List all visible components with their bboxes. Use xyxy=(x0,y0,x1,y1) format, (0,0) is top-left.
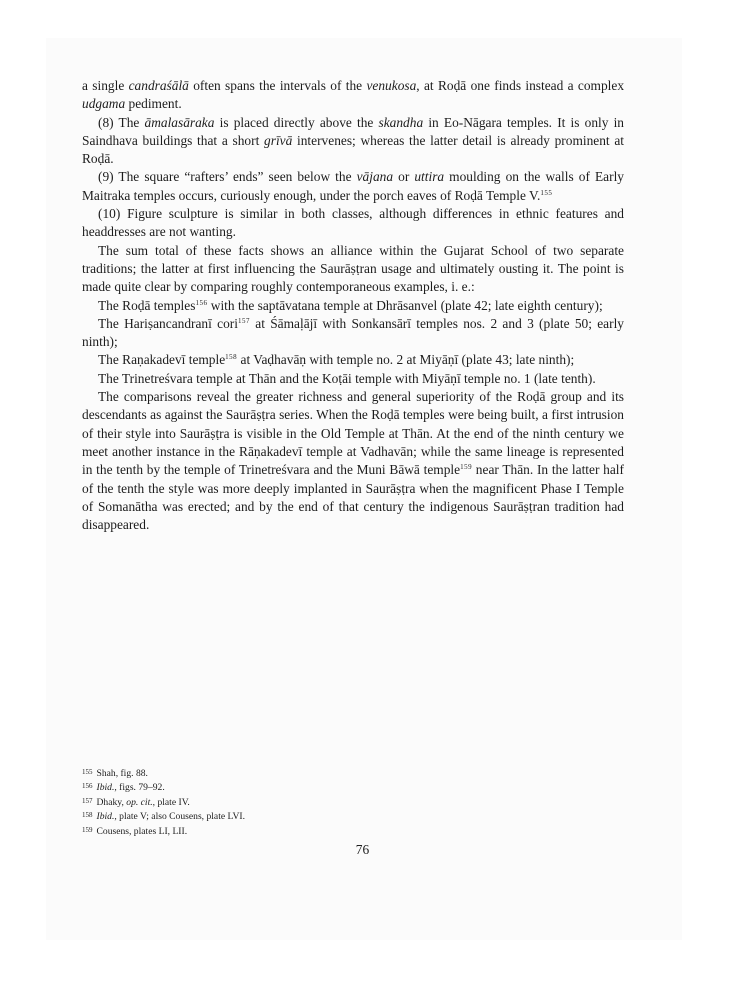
text-run: a single xyxy=(82,78,129,93)
footnote-number: 158 xyxy=(82,811,93,820)
italic-term: udgama xyxy=(82,96,126,112)
footnote-number: 156 xyxy=(82,782,93,791)
text-run: is placed directly above the xyxy=(214,114,379,130)
footnote-text: Dhaky, xyxy=(96,796,127,808)
italic-term: vājana xyxy=(356,169,394,185)
page-number: 76 xyxy=(355,842,370,857)
footnote-ref[interactable]: 156 xyxy=(195,298,208,307)
text-run: , at Roḍā one finds instead a complex xyxy=(416,78,625,93)
paragraph-continued xyxy=(82,77,624,114)
text-run: The Hariṣancandranī cori xyxy=(98,315,238,331)
paragraph-point-8 xyxy=(82,114,624,169)
text-run: The comparisons reveal the greater richness and general superiority of the Roḍā group and its descendants as against the Saurāṣṭra series. When the Roḍā temples were being built, a first intrusion of their style into Saurāṣṭra is visible in the Old Temple at Thān. At the end of the ninth century we meet another instance in the Rāṇakadevī temple at Vadhavān; while the same lineage is represented in the tenth by the temple of Trinetreśvara and the Muni Bāwā temple xyxy=(82,389,624,478)
footnote-number: 159 xyxy=(82,825,93,834)
text-run: near Thān. In the latter half of the tenth the style was more deeply implanted in Saurāṣṭra when the magnificent Phase I Temple of Somanātha was erected; and by the end of that century the indigenous Saurāṣṭran tradition had disappeared. xyxy=(82,462,624,533)
text-run: with the saptāvatana temple at Dhrāsanvel (plate 42; late eighth century); xyxy=(207,297,603,313)
comparison-item-2 xyxy=(82,315,624,352)
footnote-italic: op. cit. xyxy=(126,796,153,808)
footnote-155 xyxy=(82,766,482,780)
text-run: moulding on the walls of Early Maitraka temples occurs, curiously enough, under the porch eaves of Roḍā Temple V. xyxy=(82,169,624,203)
comparison-item-3 xyxy=(82,351,624,369)
text-run: (9) The square “rafters’ ends” seen below the xyxy=(98,169,357,185)
text-run: at Śāmaḷājī with Sonkansārī temples nos. 2 and 3 (plate 50; early ninth); xyxy=(82,315,624,350)
footnote-italic: Ibid. xyxy=(96,782,115,794)
footnote-ref[interactable]: 158 xyxy=(225,353,238,362)
text-run: The Raṇakadevī temple xyxy=(98,352,226,368)
footnote-158 xyxy=(82,809,482,823)
italic-term: uttira xyxy=(414,169,445,185)
text-run: at Vaḍhavāṇ with temple no. 2 at Miyāṇī (plate 43; late ninth); xyxy=(237,352,575,368)
text-run: pediment. xyxy=(125,96,182,112)
text-run: often spans the intervals of the xyxy=(188,78,367,93)
paragraph-summary: The sum total of these facts shows an alliance within the Gujarat School of two separate traditions; the latter at first influencing the Saurāṣṭran usage and ultimately ousting it. The point is made quite clear by comparing roughly contemporaneous examples, i. e.: xyxy=(82,242,624,295)
paragraph-conclusion xyxy=(82,388,624,534)
footnote-156 xyxy=(82,780,482,794)
paragraph-point-10: (10) Figure sculpture is similar in both classes, although differences in ethnic features and headdresses are not wanting. xyxy=(82,206,624,240)
italic-term: candraśālā xyxy=(128,78,189,93)
text-run: or xyxy=(393,169,415,185)
footnote-number: 155 xyxy=(82,768,93,776)
footnote-ref[interactable]: 159 xyxy=(460,463,473,472)
italic-term: skandha xyxy=(378,114,424,130)
paragraph-point-9 xyxy=(82,168,624,205)
text-run: (8) The xyxy=(98,114,145,130)
comparison-item-4: The Trinetreśvara temple at Thān and the Koṭāi temple with Miyāṇī temple no. 1 (late tenth). xyxy=(98,370,596,386)
footnote-text: Cousens, plates LI, LII. xyxy=(96,825,188,837)
footnote-text: , plate V; also Cousens, plate LVI. xyxy=(114,811,246,823)
footnote-ref[interactable]: 157 xyxy=(237,316,250,325)
footnote-text: , figs. 79–92. xyxy=(114,782,165,794)
text-run: intervenes; whereas the latter detail is already prominent at Roḍā. xyxy=(82,132,625,167)
italic-term: grīvā xyxy=(264,132,293,148)
footnotes xyxy=(82,766,482,838)
footnote-number: 157 xyxy=(82,796,93,805)
footnote-italic: Ibid. xyxy=(96,811,115,823)
text-run: in Eo-Nāgara temples. It is only in Saindhava buildings that a short xyxy=(82,114,624,148)
text-run: The Roḍā temples xyxy=(98,297,196,313)
footnote-159 xyxy=(82,824,482,838)
italic-term: venukosa xyxy=(366,78,417,93)
footnote-text: Shah, fig. 88. xyxy=(96,768,148,779)
footnote-text: , plate IV. xyxy=(152,796,190,808)
comparison-item-1 xyxy=(82,297,624,315)
italic-term: āmalasāraka xyxy=(144,114,215,130)
footnote-157 xyxy=(82,795,482,809)
main-text xyxy=(82,77,624,534)
footnote-ref[interactable]: 155 xyxy=(540,188,553,197)
